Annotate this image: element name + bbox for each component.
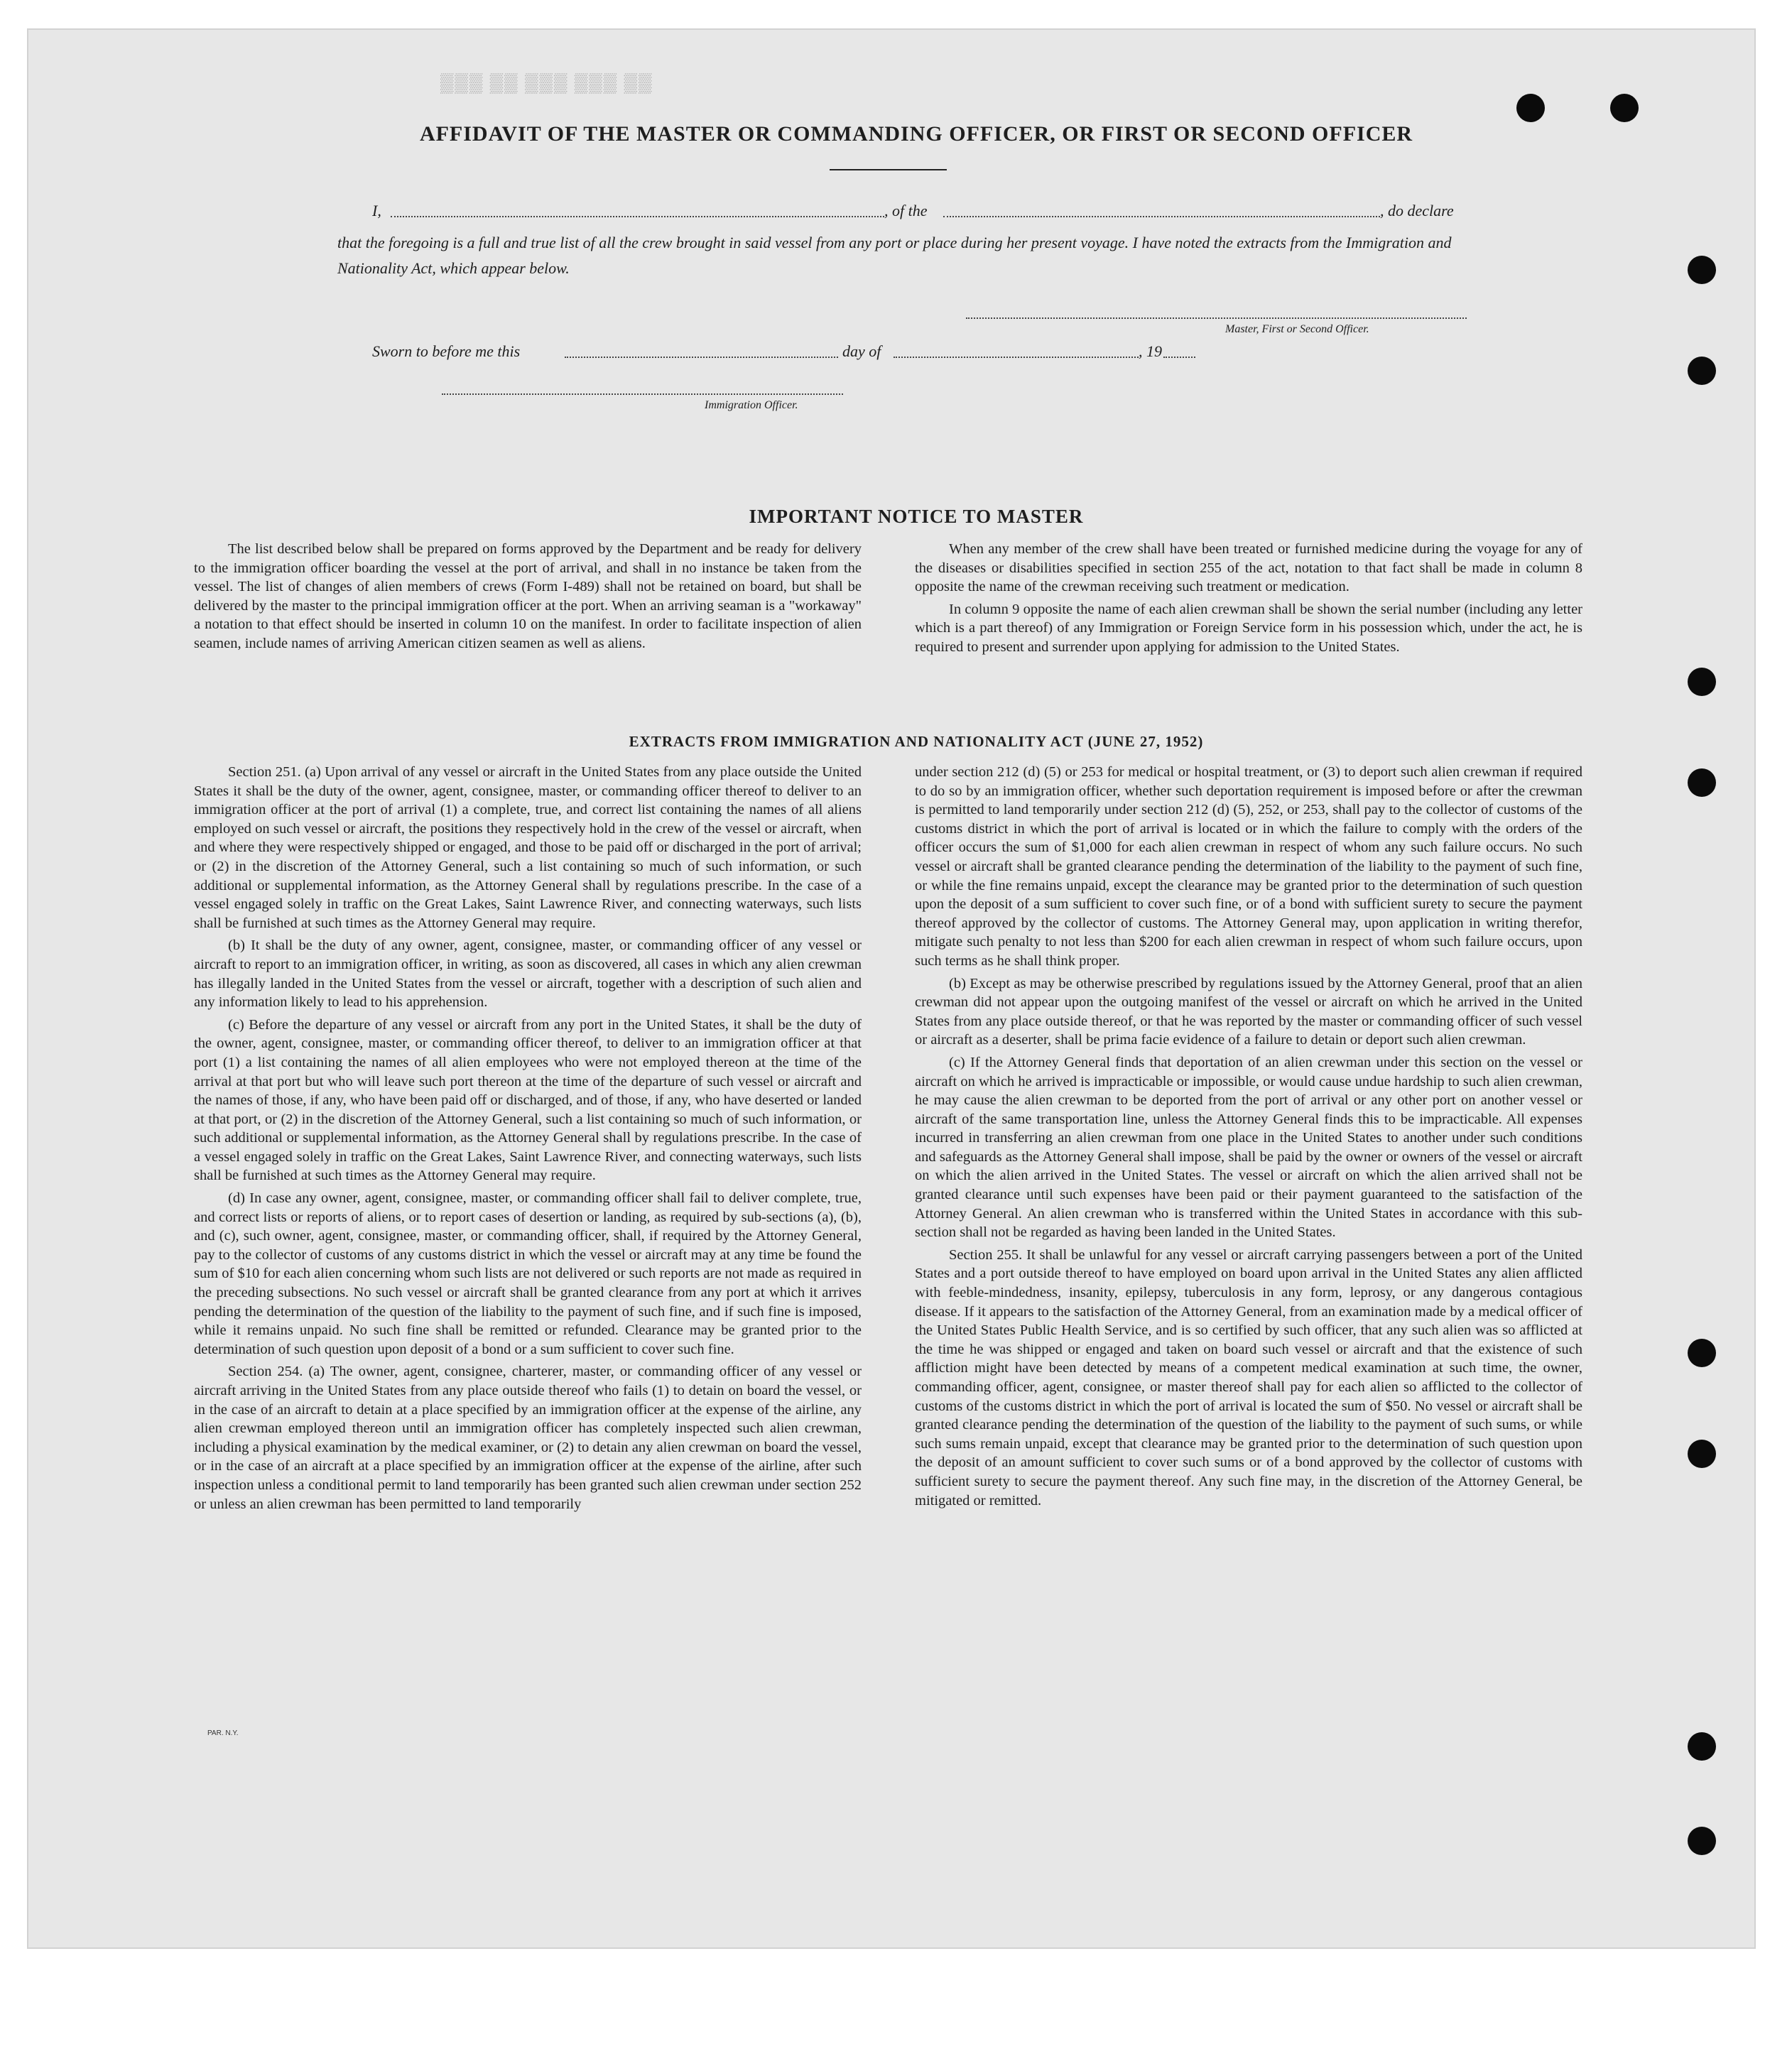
notice-paragraph: When any member of the crew shall have been treated or furnished medicine during the voyage for any of the diseases or disabilities specified in section 255 of the act, notation to that fact shall be made in column 8 opposite the name of the crewman receiving such treatment or medication. [915,541,1582,595]
sworn-month-field[interactable] [894,357,1139,358]
punch-hole-icon [1688,1339,1716,1367]
year-label: , 19 [1139,342,1162,360]
of-the-label: , of the [884,202,928,219]
notice-paragraph: In column 9 opposite the name of each alien crewman shall be shown the serial number (including any letter which is a part thereof) of any Immigration or Foreign Service form in his possession which, under the act, he is required to present and surrender upon applying for admission to the United States. [915,601,1582,655]
extracts-left-column [194,763,862,1517]
faint-stamp-mark: ▒▒▒ ▒▒ ▒▒▒ ▒▒▒ ▒▒ [440,72,653,93]
extracts-right-column [915,763,1582,1513]
punch-hole-icon [1610,94,1639,122]
punch-hole-icon [1688,768,1716,797]
punch-hole-icon [1688,1440,1716,1468]
section-255: Section 255. It shall be unlawful for any vessel or aircraft carrying passengers between a port of the United States and a port outside thereof to have employed on board upon arrival in the United States any alien afflicted with feeble-mindedness, insanity, epilepsy, tuberculosis in any form, leprosy, or any dangerous contagious disease. If it appears to the satisfaction of the Attorney General, from an examination made by a medical officer of the United States Public Health Service, and is so certified by such officer, that any such alien was so afflicted at the time he was shipped or engaged and taken on board such vessel or aircraft and that the existence of such affliction might have been detected by means of a competent medical examination at such time, the owner, commanding officer, agent, consignee, or master thereof shall pay for each alien so afflicted to the collector of customs of the customs district in which the port of arrival is located the sum of $50. No vessel or aircraft shall be granted clearance pending the determination of the question of the liability to the payment of such sums, or while such sums remain unpaid, except that clearance may be granted prior to the determination of such question upon the deposit of an amount sufficient to cover such sums or of a bond approved by the collector of customs with sufficient surety to secure the payment thereof. Any such fine may, in the discretion of the Attorney General, be mitigated or remitted. [915,1246,1582,1509]
declaration-statement: that the foregoing is a full and true list of all the crew brought in said vessel from any port or place during her present voyage. I have noted the extracts from the Immigration and Nationality Act, which appear below. [337,234,1452,277]
printer-mark: PAR. N.Y. [207,1729,239,1737]
day-of-label: day of [842,342,881,360]
punch-hole-icon [1688,256,1716,284]
punch-hole-icon [1688,1732,1716,1761]
sworn-day-field[interactable] [565,357,838,358]
section-251d: (d) In case any owner, agent, consignee, master, or commanding officer shall fail to deliver complete, true, and correct lists or reports of aliens, or to report cases of desertion or landing, as required by sub-sections (a), (b), and (c), such owner, agent, consignee, master, or commanding officer, shall, if required by the Attorney General, pay to the collector of customs of any customs district in which the vessel or aircraft may at any time be found the sum of $10 for each alien concerning whom such lists are not delivered or such reports are not made as required in the preceding subsections. No such vessel or aircraft shall be granted clearance from any port at which it arrives pending the determination of the question of the liability to the payment of such fine, and if such fine is imposed, while it remains unpaid. No such fine shall be remitted or refunded. Clearance may be granted prior to the determination of such question upon deposit of a bond or a sum sufficient to cover such fine. [194,1190,862,1357]
section-251a: Section 251. (a) Upon arrival of any vessel or aircraft in the United States from any place outside the United States it shall be the duty of the owner, agent, consignee, master, or commanding officer thereof to deliver to an immigration officer at the port of arrival (1) a complete, true, and correct list containing the names of all aliens employed on such vessel or aircraft, the positions they respectively hold in the crew of the vessel or aircraft, when and where they were respectively shipped or engaged, and those to be paid off or discharged in the port of arrival; or (2) in the discretion of the Attorney General, such a list containing so much of such information, or such additional or supplemental information, as the Attorney General shall by regulations prescribe. In the case of a vessel engaged solely in traffic on the Great Lakes, Saint Lawrence River, and connecting waterways, such lists shall be furnished at such times as the Attorney General may require. [194,764,862,931]
vessel-name-field[interactable] [943,216,1380,217]
form-page [28,30,1754,1947]
punch-hole-icon [1516,94,1545,122]
officer-signature-caption: Immigration Officer. [705,399,798,411]
sworn-label: Sworn to before me this [372,342,521,360]
declarant-name-field[interactable] [391,216,884,217]
affidavit-title: AFFIDAVIT OF THE MASTER OR COMMANDING OFFICER, OR FIRST OR SECOND OFFICER [419,122,1413,146]
extracts-title: EXTRACTS FROM IMMIGRATION AND NATIONALITY ACT (JUNE 27, 1952) [629,733,1204,750]
section-254c: (c) If the Attorney General finds that deportation of an alien crewman under this section on the vessel or aircraft on which he arrived is impracticable or impossible, or would cause undue hardship to such alien crewman, he may cause the alien crewman to be deported from the port of arrival or any other port on another vessel or aircraft of the same transportation line, unless the Attorney General finds this to be impracticable. All expenses incurred in transferring an alien crewman from one place in the United States to another under such conditions and safeguards as the Attorney General shall impose, shall be paid by the owner or owners of the vessel or aircraft on which the alien arrived in the United States. The vessel or aircraft on which the alien arrived shall not be granted clearance until such expenses have been paid or their payment guaranteed to the satisfaction of the Attorney General. An alien crewman who is transferred within the United States in accordance with this sub-section shall not be regarded as having been landed in the United States. [915,1054,1582,1241]
master-signature-caption: Master, First or Second Officer. [1225,323,1369,335]
notice-left-column [194,540,862,657]
section-254b: (b) Except as may be otherwise prescribed by regulations issued by the Attorney General, proof that an alien crewman did not appear upon the outgoing manifest of the vessel or aircraft on which he arrived in the United States from any place outside thereof, or that he was reported by the master or commanding officer of such vessel or aircraft as a deserter, shall be prima facie evidence of a failure to detain or deport such alien crewman. [915,975,1582,1048]
punch-hole-icon [1688,1827,1716,1855]
punch-hole-icon [1688,357,1716,385]
section-251b: (b) It shall be the duty of any owner, agent, consignee, master, or commanding officer of any vessel or aircraft to report to an immigration officer, in writing, as soon as discovered, all cases in which any alien crewman has illegally landed in the United States from the vessel or aircraft, together with a description of such alien and any information likely to lead to his apprehension. [194,937,862,1011]
do-declare-label: , do declare [1380,202,1454,219]
declarant-label: I, [372,202,381,219]
notice-paragraph: The list described below shall be prepared on forms approved by the Department and be ready for delivery to the immigration officer boarding the vessel at the port of arrival, and shall in no instance be taken from the vessel. The list of changes of alien members of crews (Form I-489) shall not be retained on board, but shall be delivered by the master to the principal immigration officer at the port. When an arriving seaman is a "workaway" a notation to that effect should be inserted in column 10 on the manifest. In order to facilitate inspection of alien seamen, include names of arriving American citizen seamen as well as aliens. [194,541,862,651]
section-254a-continued: under section 212 (d) (5) or 253 for medical or hospital treatment, or (3) to deport such alien crewman if required to do so by an immigration officer, whether such deportation requirement is imposed before or after the crewman is permitted to land temporarily under section 212 (d) (5), 252, or 253, shall pay to the collector of customs of the customs district in which the port of arrival is located or in which the failure to comply with the orders of the officer occurs the sum of $1,000 for each alien crewman in respect of whom any such failure occurs. No such vessel or aircraft shall be granted clearance pending the determination of the liability to the payment of such fine, or while the fine remains unpaid, except the clearance may be granted prior to the determination of such question upon the deposit of a sum sufficient to cover such fine, or of a bond with sufficient surety to secure the payment thereof approved by the collector of customs. The Attorney General may, upon application in writing therefor, mitigate such penalty to not less than $200 for each alien crewman in respect of whom such failure occurs, upon such terms as he shall think proper. [915,764,1582,969]
notice-title: IMPORTANT NOTICE TO MASTER [749,506,1084,527]
sworn-year-field[interactable] [1163,357,1195,358]
section-254a: Section 254. (a) The owner, agent, consignee, charterer, master, or commanding officer of any vessel or aircraft arriving in the United States from any place outside thereof who fails (1) to detain on board the vessel, or in the case of an aircraft to detain at a place specified by an immigration officer at the expense of the airline, any alien crewman employed thereon until an immigration officer has completely inspected such alien crewman, including a physical examination by the medical examiner, or (2) to detain any alien crewman on board the vessel, or in the case of an aircraft at a place specified by an immigration officer at the expense of the airline, after such inspection unless a conditional permit to land temporarily has been granted such alien crewman under section 252 or unless an alien crewman has been permitted to land temporarily [194,1364,862,1512]
title-underline [830,169,947,170]
section-251c: (c) Before the departure of any vessel or aircraft from any port in the United States, it shall be the duty of the owner, agent, consignee, master, or commanding officer thereof, to deliver to an immigration officer at that port (1) a list containing the names of all alien employees who were not employed thereon at the time of the arrival at that port but who will leave such port thereon at the time of the departure of such vessel or aircraft and the names of those, if any, who have been paid off or discharged, and of those, if any, who have deserted or landed at that port, or (2) in the discretion of the Attorney General, such a list containing so much of such information, or such additional or supplemental information, as the Attorney General shall by regulations prescribe. In the case of a vessel engaged solely in traffic on the Great Lakes, Saint Lawrence River, and connecting waterways, such lists shall be furnished at such times as the Attorney General may require. [194,1016,862,1184]
officer-signature-field[interactable] [442,393,843,395]
master-signature-field[interactable] [966,317,1467,319]
notice-right-column [915,540,1582,661]
punch-hole-icon [1688,668,1716,696]
